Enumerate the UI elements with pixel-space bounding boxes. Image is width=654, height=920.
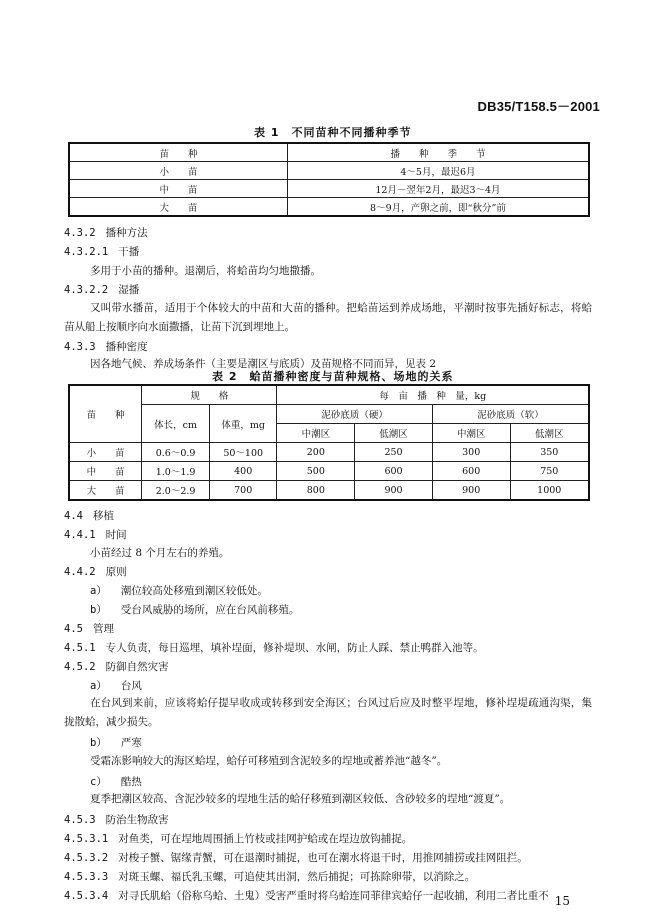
section-4-4: 4.4 移植 xyxy=(64,510,114,522)
table-cell: 50～100 xyxy=(209,443,277,462)
table-cell: 中 苗 xyxy=(69,462,142,481)
table2-header-soft: 泥砂底质（软） xyxy=(432,405,589,424)
table2-header-amount: 每 亩 播 种 量，kg xyxy=(277,385,589,405)
section-4-5-2: 4.5.2 防御自然灾害 xyxy=(64,661,169,673)
table-row xyxy=(69,180,589,198)
section-4-3-2-2: 4.3.2.2 湿播 xyxy=(64,284,140,296)
paragraph-dry-sowing: 多用于小苗的播种。退潮后，将蛤苗均匀地撒播。 xyxy=(90,265,321,277)
section-4-5-3-1: 4.5.3.1 对鱼类，可在埕地周围插上竹枝或挂网护蛤或在埕边放钩捕捉。 xyxy=(64,833,413,845)
table2-caption: 表 2 蛤苗播种密度与苗种规格、场地的关系 xyxy=(212,370,454,383)
table2-header-seed: 苗 种 xyxy=(69,385,142,443)
table2-zone: 中潮区 xyxy=(432,424,510,443)
table2 xyxy=(68,384,590,501)
table2-zone: 低潮区 xyxy=(355,424,433,443)
table-cell: 0.6～0.9 xyxy=(142,443,210,462)
page-number: 15 xyxy=(554,894,570,908)
table2-header-weight: 体重，mg xyxy=(209,405,277,443)
section-4-4-2: 4.4.2 原则 xyxy=(64,566,127,578)
table-cell: 1.0～1.9 xyxy=(142,462,210,481)
table-row xyxy=(69,443,589,462)
table-cell: 大 苗 xyxy=(69,198,287,217)
paragraph-heat: 夏季把潮区较高、含泥沙较多的埕地生活的蛤仔移殖到潮区较低、含砂较多的埕地“渡夏”。 xyxy=(90,793,511,805)
section-4-5-3-4: 4.5.3.4 对寻氏肌蛤（俗称乌蛤、土鬼）受害严重时将乌蛤连同菲律宾蛤仔一起收捕，利用二者比重不 xyxy=(64,890,549,902)
item-4-4-2-b: b） 受台风威胁的场所，应在台风前移殖。 xyxy=(90,604,300,616)
section-4-4-1: 4.4.1 时间 xyxy=(64,529,127,541)
table-cell: 中 苗 xyxy=(69,180,287,198)
table2-header-length: 体长，cm xyxy=(142,405,210,443)
table1-header-seed: 苗 种 xyxy=(69,143,287,162)
table-cell: 600 xyxy=(432,462,510,481)
table-cell: 小 苗 xyxy=(69,162,287,180)
table-cell: 大 苗 xyxy=(69,481,142,501)
table2-header-hard: 泥砂底质（硬） xyxy=(277,405,432,424)
table-cell: 600 xyxy=(355,462,433,481)
table-row xyxy=(69,198,589,217)
table2-header-spec: 规 格 xyxy=(142,385,277,405)
item-cold: b） 严寒 xyxy=(90,737,142,749)
table-cell: 200 xyxy=(277,443,355,462)
paragraph-wet-sowing: 又叫带水播苗，适用于个体较大的中苗和大苗的播种。把蛤苗运到养成场地，平潮时按事先插好标志，将蛤苗从船上按顺序向水面撒播，让苗下沉到埋地上。 xyxy=(64,302,592,333)
section-4-5: 4.5 管理 xyxy=(64,623,114,635)
section-4-3-2: 4.3.2 播种方法 xyxy=(64,227,148,239)
table-cell: 400 xyxy=(209,462,277,481)
item-heat: c） 酷热 xyxy=(90,776,142,788)
table-cell: 1000 xyxy=(510,481,589,501)
table-cell: 250 xyxy=(355,443,433,462)
paragraph-time: 小苗经过 8 个月左右的养殖。 xyxy=(90,547,230,559)
table-cell: 12月－翌年2月，最迟3～4月 xyxy=(287,180,589,198)
table-cell: 800 xyxy=(277,481,355,501)
section-4-5-3: 4.5.3 防治生物敌害 xyxy=(64,814,169,826)
item-4-4-2-a: a） 潮位较高处移殖到潮区较低处。 xyxy=(90,585,268,597)
table-cell: 700 xyxy=(209,481,277,501)
table-row xyxy=(69,162,589,180)
table1-caption: 表 1 不同苗种不同播种季节 xyxy=(254,126,412,139)
table-cell: 4～5月，最迟6月 xyxy=(287,162,589,180)
paragraph-cold: 受霜冻影响较大的海区蛤埕，蛤仔可移殖到含泥较多的埕地或蓄养池“越冬”。 xyxy=(90,755,448,767)
table-row xyxy=(69,481,589,501)
table-cell: 小 苗 xyxy=(69,443,142,462)
section-4-3-2-1: 4.3.2.1 干播 xyxy=(64,246,140,258)
standard-id: DB35/T158.5－2001 xyxy=(477,99,600,114)
section-4-5-1: 4.5.1 专人负责，每日巡埋，填补埕面，修补堤坝、水闸，防止人踩、禁止鸭群入池等。 xyxy=(64,642,484,654)
table-cell: 300 xyxy=(432,443,510,462)
table-cell: 350 xyxy=(510,443,589,462)
paragraph-typhoon: 在台风到来前，应该将蛤仔提早收成或转移到安全海区；台风过后应及时整平埕地，修补埕堤疏通沟渠，集拢散蛤，减少损失。 xyxy=(64,697,592,728)
table-row xyxy=(69,462,589,481)
table-cell: 2.0～2.9 xyxy=(142,481,210,501)
section-4-3-3: 4.3.3 播种密度 xyxy=(64,341,148,353)
table1 xyxy=(68,142,590,217)
table1-header-season: 播 种 季 节 xyxy=(287,143,589,162)
table-cell: 900 xyxy=(432,481,510,501)
section-4-5-3-2: 4.5.3.2 对梭子蟹、锯缘青蟹，可在退潮时捕捉，也可在潮水将退干时，用推网捕捞或挂网阻拦。 xyxy=(64,852,528,864)
table-cell: 8～9月，产卵之前，即“秋分”前 xyxy=(287,198,589,217)
item-typhoon: a） 台风 xyxy=(90,680,142,692)
table-cell: 750 xyxy=(510,462,589,481)
section-4-5-3-3: 4.5.3.3 对斑玉螺、福氏乳玉螺，可追使其出洞，然后捕捉；可拣除卵带，以消除之。 xyxy=(64,871,476,883)
table2-zone: 中潮区 xyxy=(277,424,355,443)
paragraph-density: 因各地气候、养成场条件（主要是潮区与底质）及苗规格不同而异，见表 2 xyxy=(90,358,437,370)
table2-zone: 低潮区 xyxy=(510,424,589,443)
table-cell: 900 xyxy=(355,481,433,501)
table-cell: 500 xyxy=(277,462,355,481)
